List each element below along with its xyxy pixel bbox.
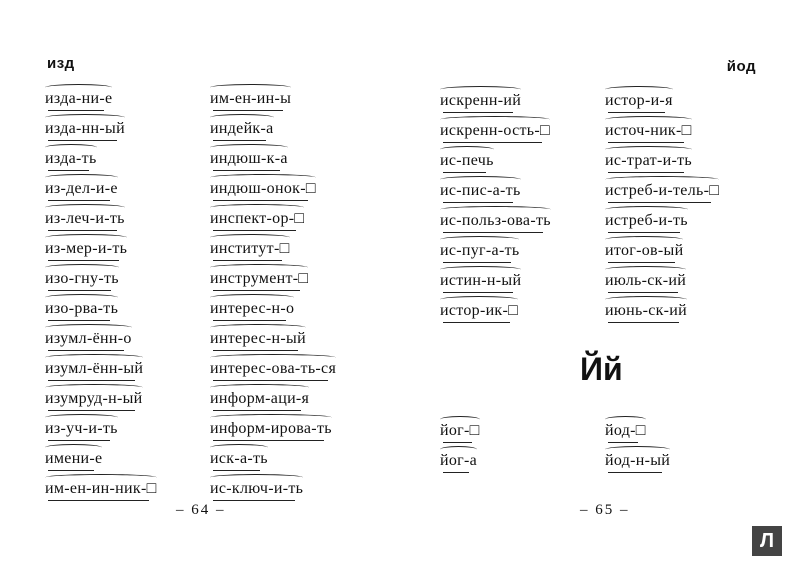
word-entry: изумруд-н-ый <box>45 390 143 407</box>
word-entry: инспект-ор-□ <box>210 210 305 227</box>
word-entry: из-дел-и-е <box>45 180 118 197</box>
section-letter: Йй <box>580 351 623 387</box>
word-entry: истин-н-ый <box>440 272 522 289</box>
word-entry: истреб-и-тель-□ <box>605 182 720 199</box>
word-entry: изо-рва-ть <box>45 300 119 317</box>
word-entry: ис-польз-ова-ть <box>440 212 551 229</box>
page-number-right: – 65 – <box>580 502 630 518</box>
word-entry: июль-ск-ий <box>605 272 687 289</box>
word-entry: искренн-ий <box>440 92 522 109</box>
word-entry: изда-ть <box>45 150 97 167</box>
word-entry: индюш-к-а <box>210 150 288 167</box>
word-entry: ис-пуг-а-ть <box>440 242 520 259</box>
word-entry: источ-ник-□ <box>605 122 692 139</box>
word-entry: искренн-ость-□ <box>440 122 550 139</box>
word-entry: интерес-н-о <box>210 300 295 317</box>
word-entry: институт-□ <box>210 240 290 257</box>
word-entry: ис-трат-и-ть <box>605 152 692 169</box>
word-entry: июнь-ск-ий <box>605 302 688 319</box>
right-page <box>400 0 800 570</box>
word-entry: интерес-ова-ть-ся <box>210 360 337 377</box>
word-entry: ис-печь <box>440 152 494 169</box>
word-entry: итог-ов-ый <box>605 242 684 259</box>
word-entry: йод-н-ый <box>605 452 671 469</box>
word-entry: истор-и-я <box>605 92 673 109</box>
word-entry: им-ен-ин-ник-□ <box>45 480 157 497</box>
word-entry: индюш-онок-□ <box>210 180 316 197</box>
word-entry: изумл-ённ-о <box>45 330 132 347</box>
word-entry: информ-ирова-ть <box>210 420 332 437</box>
publisher-logo: Л <box>752 526 782 556</box>
word-entry: истор-ик-□ <box>440 302 519 319</box>
word-entry: йог-а <box>440 452 478 469</box>
word-entry: информ-аци-я <box>210 390 310 407</box>
word-entry: изумл-ённ-ый <box>45 360 144 377</box>
word-entry: ис-ключ-и-ть <box>210 480 304 497</box>
word-entry: из-леч-и-ть <box>45 210 125 227</box>
word-entry: из-мер-и-ть <box>45 240 128 257</box>
word-entry: изда-ни-е <box>45 90 113 107</box>
word-entry: изо-гну-ть <box>45 270 119 287</box>
word-entry: интерес-н-ый <box>210 330 306 347</box>
page-header-left: изд <box>47 55 75 72</box>
word-entry: иск-а-ть <box>210 450 268 467</box>
word-entry: имени-е <box>45 450 103 467</box>
word-entry: йод-□ <box>605 422 646 439</box>
word-entry: индейк-а <box>210 120 274 137</box>
page-number-left: – 64 – <box>176 502 226 518</box>
word-entry: из-уч-и-ть <box>45 420 118 437</box>
word-entry: ис-пис-а-ть <box>440 182 521 199</box>
word-entry: изда-нн-ый <box>45 120 125 137</box>
word-entry: им-ен-ин-ы <box>210 90 292 107</box>
word-entry: йог-□ <box>440 422 480 439</box>
word-entry: истреб-и-ть <box>605 212 688 229</box>
page-header-right: йод <box>726 58 756 75</box>
word-entry: инструмент-□ <box>210 270 309 287</box>
